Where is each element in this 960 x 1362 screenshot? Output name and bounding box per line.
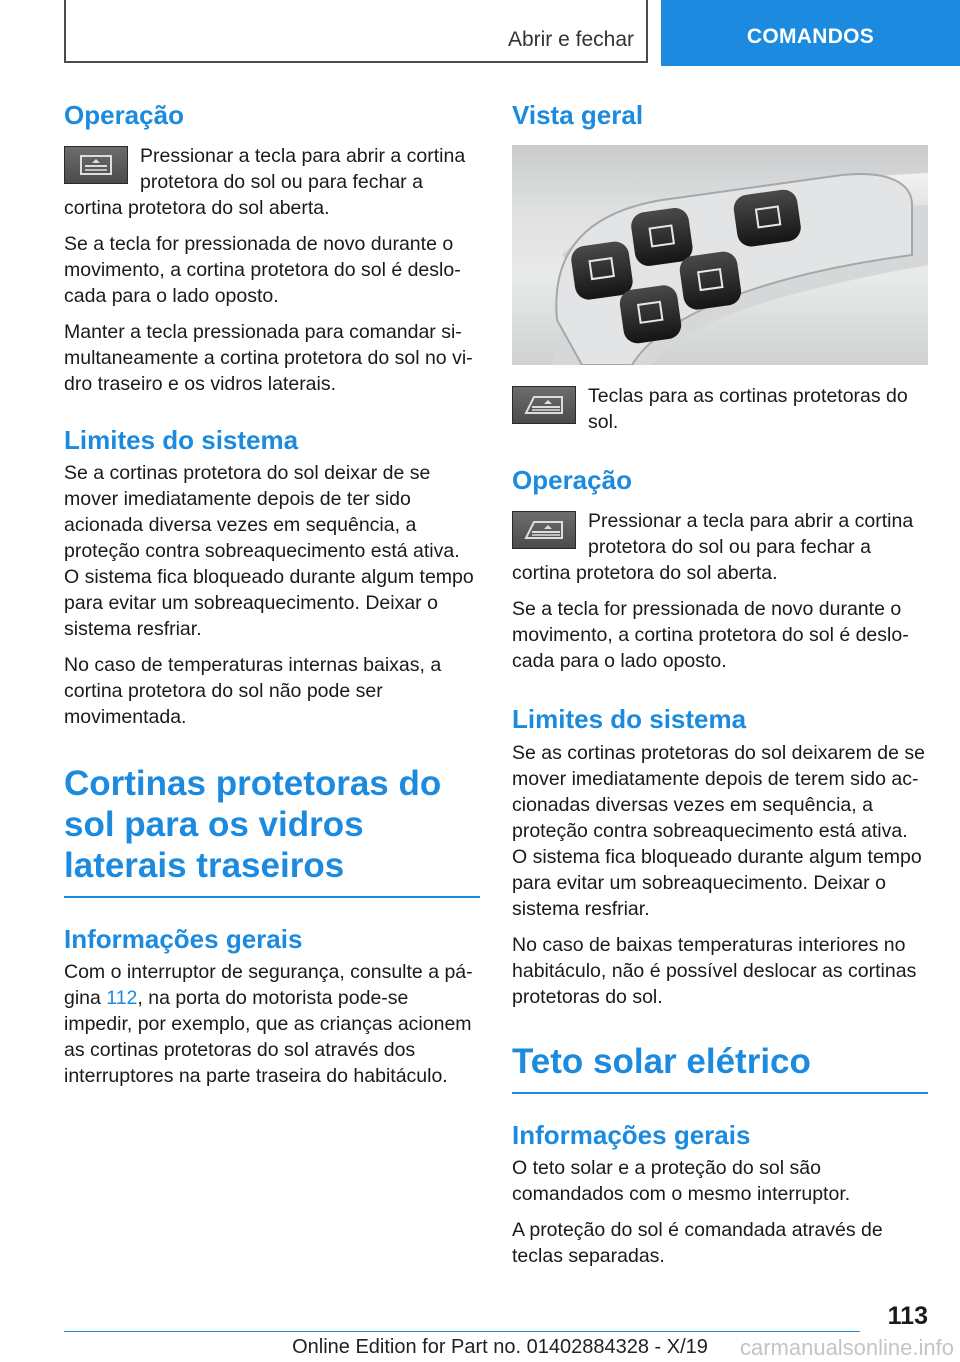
footer-watermark: carmanualsonline.info xyxy=(739,1335,954,1360)
operation-block xyxy=(64,143,480,221)
heading-general-info-2: Informações gerais xyxy=(512,1120,751,1151)
heading-operation-2: Operação xyxy=(512,465,632,496)
page-number: 113 xyxy=(887,1302,928,1330)
page-header xyxy=(0,0,960,66)
heading-general-info: Informações gerais xyxy=(64,924,303,955)
limits-paragraph-1-right: Se as cortinas protetoras do sol deixarem de se mover imediatamente depois de terem sido accionadas diversas vezes em sequência, a proteção contra sobreaquecimento está ativa. O sistema fica bloqueado durante algum tempo para evitar um sobreaquecimento. Deixar o sistema resfriar. xyxy=(512,741,925,920)
operation-block-2 xyxy=(512,508,928,586)
right-column xyxy=(512,100,928,1269)
operation-paragraph-2: Se a tecla for pressionada de novo durante o movimento, a cortina protetora do sol é deslocada para o lado oposto. xyxy=(64,233,461,308)
chapter-title-rear-side-sunblinds: Cortinas protetoras do sol para os vidros laterais traseiros xyxy=(64,764,480,898)
heading-operation: Operação xyxy=(64,100,184,130)
footer-edition: Online Edition for Part no. 01402884328 - X/19 xyxy=(292,1336,708,1358)
operation-paragraph-3: Manter a tecla pressionada para comandar simultaneamente a cortina protetora do sol no vidro traseiro e os vidros laterais. xyxy=(64,321,473,396)
header-section-title: Abrir e fechar xyxy=(507,28,634,51)
limits-paragraph-2-right: No caso de baixas temperaturas interiores no habitáculo, não é possível deslocar as cortinas protetoras do sol. xyxy=(512,933,917,1008)
chapter-title-sunroof: Teto solar elétrico xyxy=(512,1042,928,1095)
general-info-paragraph xyxy=(64,959,480,1089)
limits-paragraph-2: No caso de temperaturas internas baixas, a cortina protetora do sol não pode ser movimentada. xyxy=(64,654,442,729)
sunblind-key-icon xyxy=(64,146,128,184)
sunblind-switches-photo xyxy=(512,145,928,365)
sunroof-info-paragraph-1: O teto solar e a proteção do sol são comandados com o mesmo interruptor. xyxy=(512,1157,851,1206)
operation-paragraph-2-right: Se a tecla for pressionada de novo durante o movimento, a cortina protetora do sol é deslocada para o lado oposto. xyxy=(512,598,909,673)
operation-paragraph-1-right: Pressionar a tecla para abrir a cortina protetora do sol ou para fechar a cortina protetora do sol aberta. xyxy=(512,510,914,585)
limits-paragraph-1: Se a cortinas protetora do sol deixar de se mover imediatamente depois de ter sido acionada diversa vezes em sequência, a proteção contra sobreaquecimento está ativa. O sistema fica bloqueado durante algum tempo para evitar um sobreaquecimento. Deixar o sistema resfriar. xyxy=(64,462,474,641)
sunroof-info-paragraph-2: A proteção do sol é comandada através de teclas separadas. xyxy=(512,1219,883,1268)
footer-divider xyxy=(64,1331,860,1332)
general-info-text-pre: Com o interruptor de segurança, consulte a página xyxy=(64,961,473,1010)
window-sunblind-key-icon xyxy=(512,511,576,549)
operation-paragraph-1: Pressionar a tecla para abrir a cortina protetora do sol ou para fechar a cortina protetora do sol aberta. xyxy=(64,145,466,220)
keys-caption: Teclas para as cortinas protetoras do sol. xyxy=(588,385,908,434)
page-reference-link[interactable]: 112 xyxy=(106,987,138,1010)
heading-system-limits-2: Limites do sistema xyxy=(512,704,747,735)
keys-caption-block xyxy=(512,383,928,435)
left-column xyxy=(64,100,480,1089)
heading-overview: Vista geral xyxy=(512,100,644,130)
heading-system-limits: Limites do sistema xyxy=(64,425,299,456)
window-sunblind-key-icon xyxy=(512,386,576,424)
header-chapter-tab: COMANDOS xyxy=(661,0,960,66)
general-info-text-post: , na porta do motorista pode-se impedir, por exemplo, que as crianças acionem as cortinas protetoras do sol através dos interruptores na parte traseira do habitáculo. xyxy=(64,987,472,1088)
